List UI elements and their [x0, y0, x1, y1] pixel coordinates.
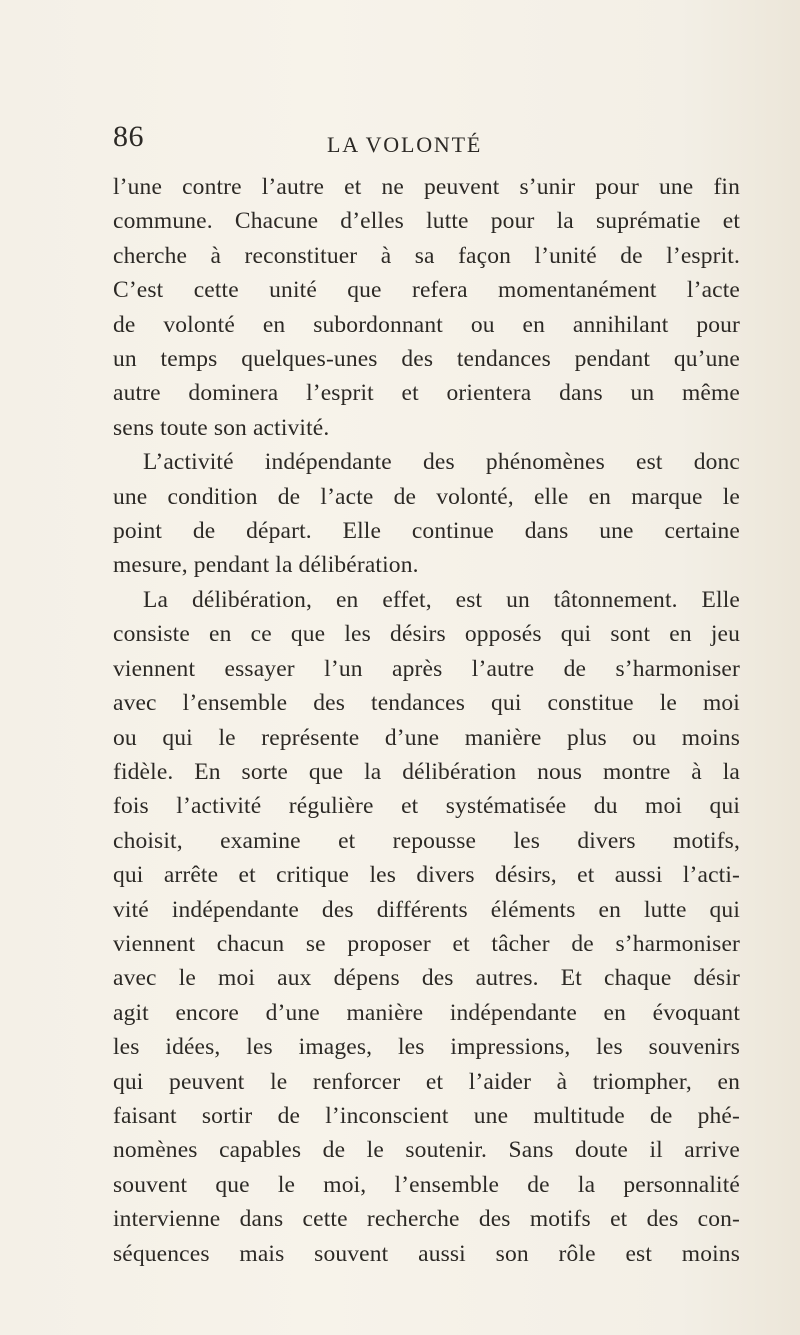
text-line: autre dominera l’esprit et orientera dans un même — [113, 380, 740, 407]
running-head: LA VOLONTÉ — [327, 132, 483, 157]
text-line: fidèle. En sorte que la délibération nous montre à la — [113, 758, 740, 785]
text-line: agit encore d’une manière indépendante en évoquant — [113, 999, 740, 1026]
text-line: de volonté en subordonnant ou en annihilant pour — [113, 311, 740, 338]
text-line: séquences mais souvent aussi son rôle est moins — [113, 1240, 740, 1267]
text-line: consiste en ce que les désirs opposés qui sont en jeu — [113, 621, 740, 648]
text-line: mesure, pendant la délibération. — [113, 552, 419, 579]
body-text — [113, 170, 740, 1271]
text-line: qui peuvent le renforcer et l’aider à triompher, en — [113, 1068, 740, 1095]
text-line: l’une contre l’autre et ne peuvent s’unir pour une fin — [113, 174, 740, 200]
text-line: vité indépendante des différents éléments en lutte qui — [113, 896, 740, 923]
text-line: La délibération, en effet, est un tâtonnement. Elle — [143, 586, 740, 613]
text-line: une condition de l’acte de volonté, elle en marque le — [113, 483, 740, 510]
text-line: point de départ. Elle continue dans une certaine — [113, 518, 740, 545]
text-line: choisit, examine et repousse les divers motifs, — [113, 827, 740, 854]
text-line: un temps quelques-unes des tendances pendant qu’une — [113, 346, 740, 373]
text-line: fois l’activité régulière et systématisée du moi qui — [113, 793, 740, 820]
text-line: viennent essayer l’un après l’autre de s’harmoniser — [113, 655, 740, 682]
text-line: les idées, les images, les impressions, les souvenirs — [113, 1034, 740, 1061]
text-line: commune. Chacune d’elles lutte pour la suprématie et — [113, 208, 740, 235]
page-number: 86 — [113, 120, 144, 153]
text-line: viennent chacun se proposer et tâcher de s’harmoniser — [113, 930, 740, 957]
text-line: nomènes capables de le soutenir. Sans doute il arrive — [113, 1137, 740, 1164]
text-line: souvent que le moi, l’ensemble de la personnalité — [113, 1171, 740, 1198]
text-line: ou qui le représente d’une manière plus ou moins — [113, 724, 740, 751]
text-line: intervienne dans cette recherche des motifs et des con- — [113, 1206, 740, 1233]
text-line: C’est cette unité que refera momentanément l’acte — [113, 277, 740, 304]
text-line: sens toute son activité. — [113, 414, 330, 441]
text-line: qui arrête et critique les divers désirs, et aussi l’acti- — [113, 862, 740, 889]
text-line: avec le moi aux dépens des autres. Et chaque désir — [113, 965, 740, 992]
text-line: cherche à reconstituer à sa façon l’unité de l’esprit. — [113, 242, 740, 269]
text-line: L’activité indépendante des phénomènes est donc — [143, 449, 740, 476]
text-line: faisant sortir de l’inconscient une multitude de phé- — [113, 1102, 740, 1129]
text-line: avec l’ensemble des tendances qui constitue le moi — [113, 690, 740, 717]
